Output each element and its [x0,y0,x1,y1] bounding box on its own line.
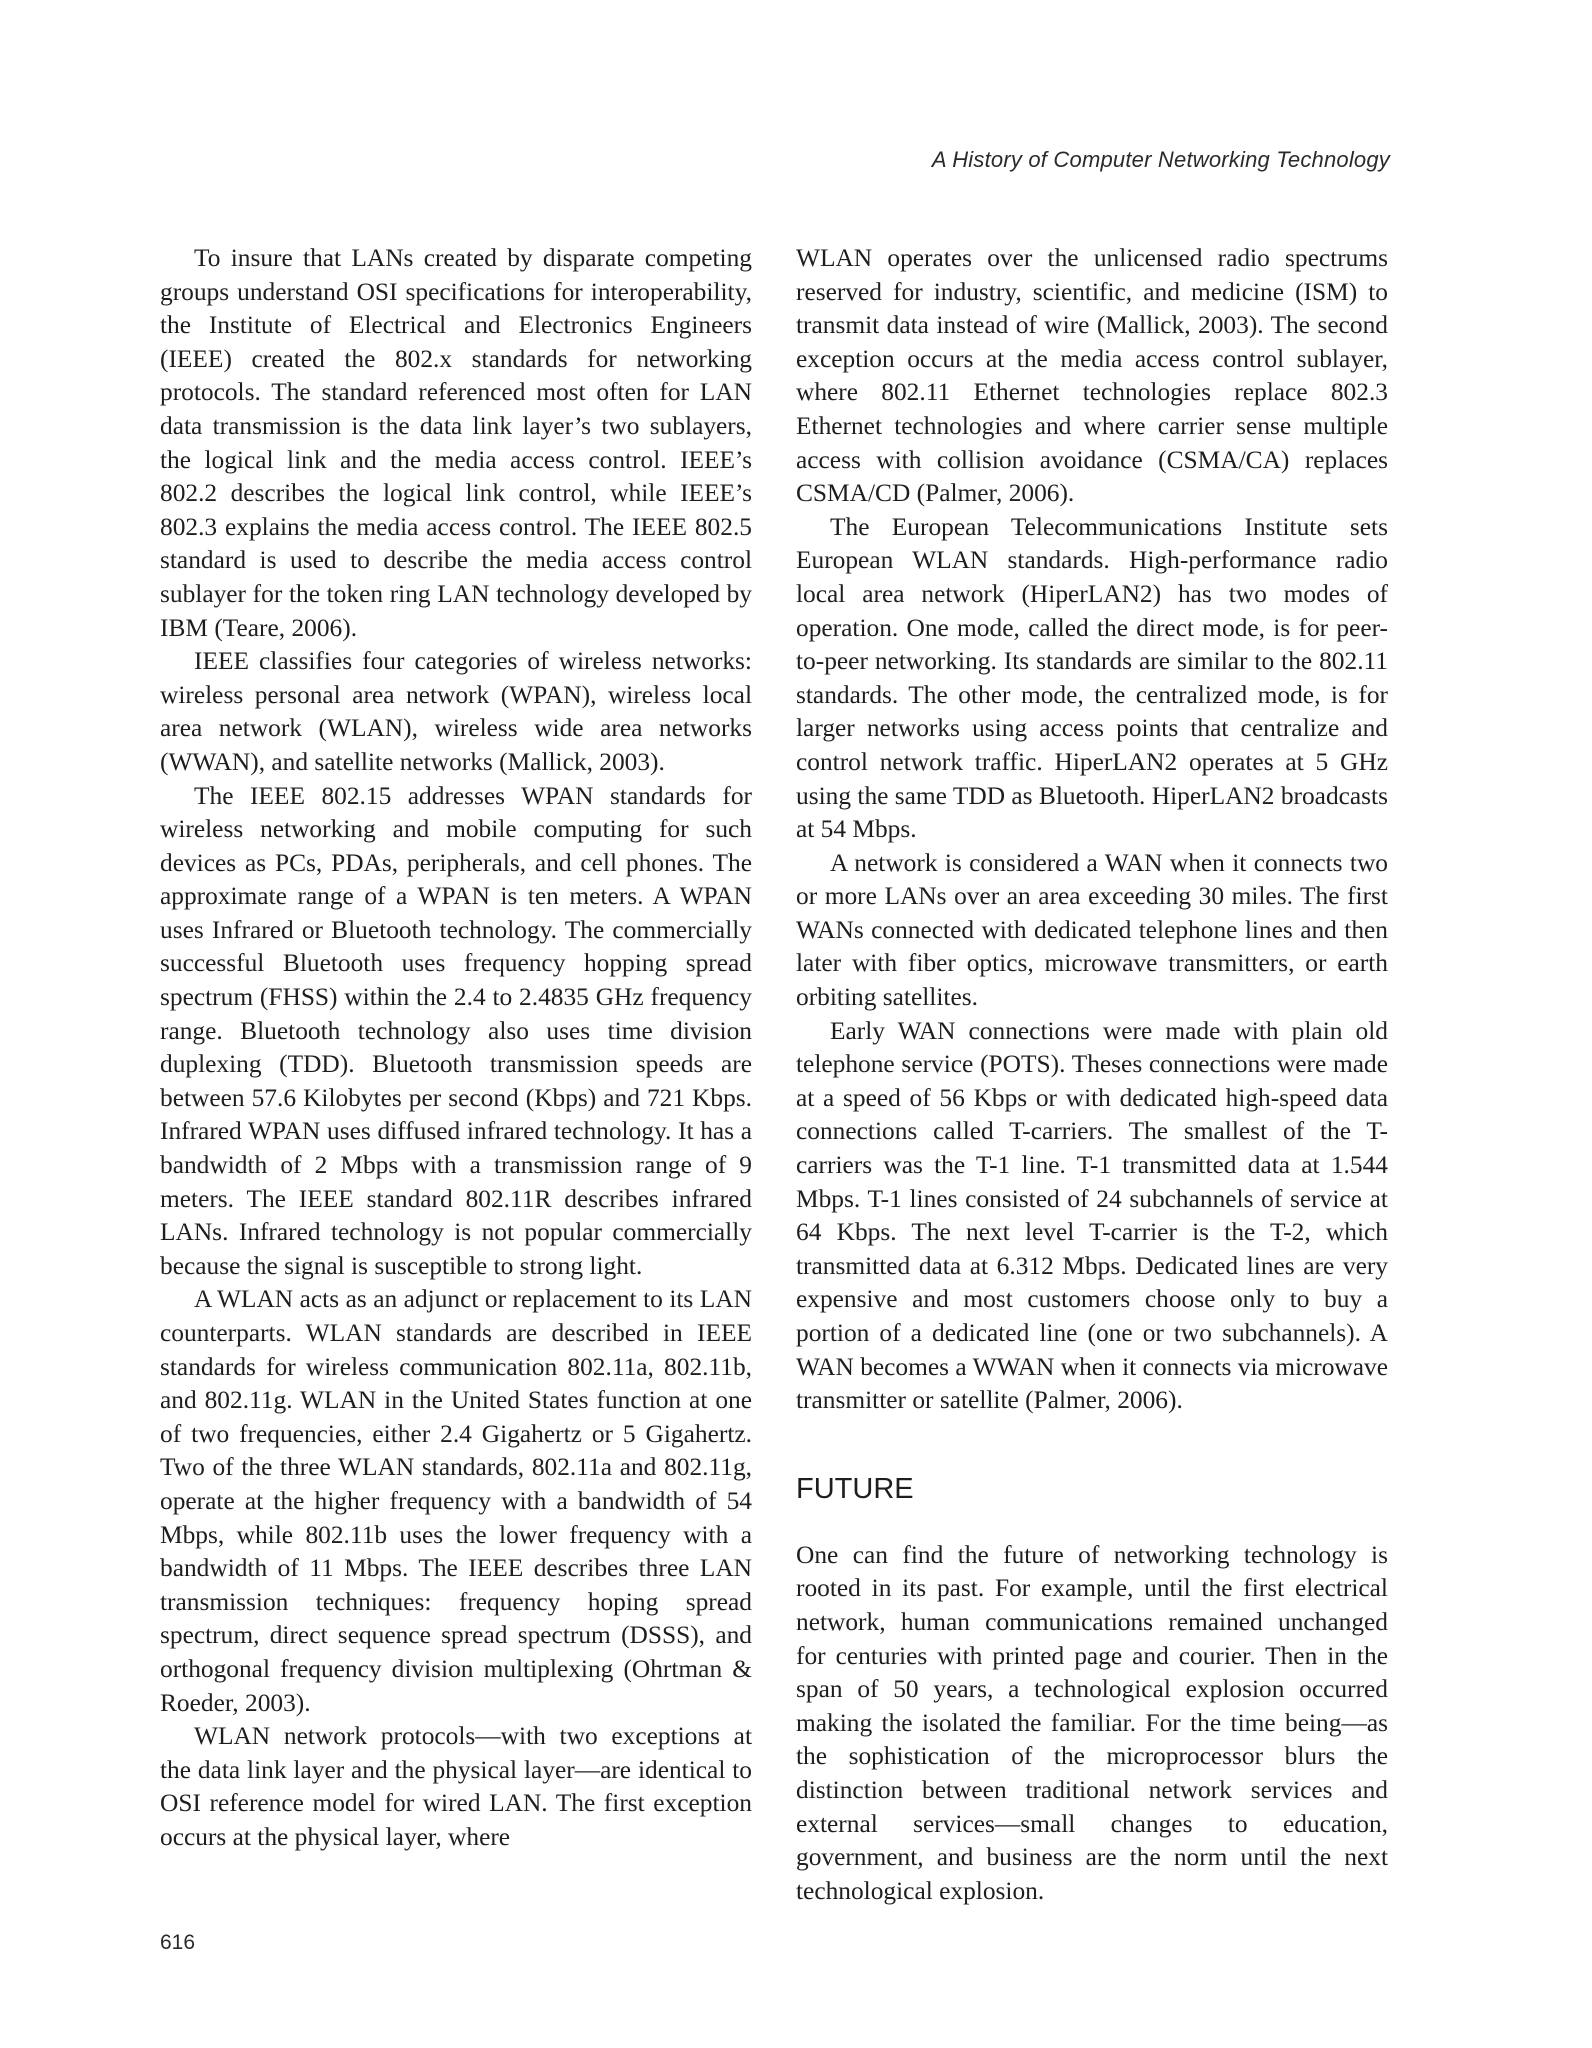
paragraph-future: One can find the future of networking technology is rooted in its past. For example, until the first electrical network, human communications remained unchanged for centuries with printed page and courier. Then in the span of 50 years, a technological explosion occurred making the isolated the familiar. For the time being—as the sophistication of the microprocessor blurs the distinction between traditional network services and external services—small changes to education, government, and business are the norm until the next technological explosion. [796,1540,1388,1905]
paragraph-wlan-continued: WLAN operates over the unlicensed radio spectrums reserved for industry, scientific, and medicine (ISM) to transmit data instead of wire (Mallick, 2003). The second exception occurs at the media access control sublayer, where 802.11 Ethernet technologies replace 802.3 Ethernet technologies and where carrier sense multiple access with collision avoidance (CSMA/CA) replaces CSMA/CD (Palmer, 2006). [796,244,1388,508]
paragraph-wlan: A WLAN acts as an adjunct or replacement to its LAN counterparts. WLAN standards are described in IEEE standards for wireless communication 802.11a, 802.11b, and 802.11g. WLAN in the United States function at one of two frequencies, either 2.4 Gigahertz or 5 Gigahertz. Two of the three WLAN standards, 802.11a and 802.11g, operate at the higher frequency with a bandwidth of 54 Mbps, while 802.11b uses the lower frequency with a bandwidth of 11 Mbps. The IEEE describes three LAN transmission techniques: frequency hoping spread spectrum, direct sequence spread spectrum (DSSS), and orthogonal frequency division multiplexing (Ohrtman & Roeder, 2003). [160,1285,752,1717]
paragraph-ieee-802-standards: To insure that LANs created by disparate competing groups understand OSI specifications for interoperability, the Institute of Electrical and Electronics Engineers (IEEE) created the 802.x standards for networking protocols. The standard referenced most often for LAN data transmission is the data link layer’s two sublayers, the logical link and the media access control. IEEE’s 802.2 describes the logical link control, while IEEE’s 802.3 explains the media access control. The IEEE 802.5 standard is used to describe the media access control sublayer for the token ring LAN technology developed by IBM (Teare, 2006). [160,244,752,642]
paragraph-wpan: The IEEE 802.15 addresses WPAN standards for wireless networking and mobile computing for such devices as PCs, PDAs, peripherals, and cell phones. The approximate range of a WPAN is ten meters. A WPAN uses Infrared or Bluetooth technology. The commercially successful Bluetooth uses frequency hopping spread spectrum (FHSS) within the 2.4 to 2.4835 GHz frequency range. Bluetooth technology also uses time division duplexing (TDD). Bluetooth transmission speeds are between 57.6 Kilobytes per second (Kbps) and 721 Kbps. Infrared WPAN uses diffused infrared technology. It has a bandwidth of 2 Mbps with a transmission range of 9 meters. The IEEE standard 802.11R describes infrared LANs. Infrared technology is not popular commercially because the signal is susceptible to strong light. [160,781,752,1280]
left-column [160,242,752,1855]
paragraph-wan: A network is considered a WAN when it connects two or more LANs over an area exceeding 30 miles. The first WANs connected with dedicated telephone lines and then later with fiber optics, microwave transmitters, or earth orbiting satellites. [796,848,1388,1012]
paragraph-early-wan: Early WAN connections were made with plain old telephone service (POTS). Theses connections were made at a speed of 56 Kbps or with dedicated high-speed data connections called T-carriers. The smallest of the T-carriers was the T-1 line. T-1 transmitted data at 1.544 Mbps. T-1 lines consisted of 24 subchannels of service at 64 Kbps. The next level T-carrier is the T-2, which transmitted data at 6.312 Mbps. Dedicated lines are very expensive and most customers choose only to buy a portion of a dedicated line (one or two subchannels). A WAN becomes a WWAN when it connects via microwave transmitter or satellite (Palmer, 2006). [796,1016,1388,1415]
running-head: A History of Computer Networking Technology [931,147,1390,172]
paragraph-hiperlan2: The European Telecommunications Institute sets European WLAN standards. High-performance radio local area network (HiperLAN2) has two modes of operation. One mode, called the direct mode, is for peer-to-peer networking. Its standards are similar to the 802.11 standards. The other mode, the centralized mode, is for larger networks using access points that centralize and control network traffic. HiperLAN2 operates at 5 GHz using the same TDD as Bluetooth. HiperLAN2 broadcasts at 54 Mbps. [796,512,1388,844]
paragraph-wlan-protocols: WLAN network protocols—with two exceptions at the data link layer and the physical layer—are identical to OSI reference model for wired LAN. The first exception occurs at the physical layer, where [160,1722,752,1851]
paragraph-wireless-categories: IEEE classifies four categories of wireless networks: wireless personal area network (WPAN), wireless local area network (WLAN), wireless wide area networks (WWAN), and satellite networks (Mallick, 2003). [160,647,752,776]
section-heading-future: FUTURE [796,1472,914,1505]
page-number: 616 [160,1931,196,1954]
right-column [796,242,1388,1908]
